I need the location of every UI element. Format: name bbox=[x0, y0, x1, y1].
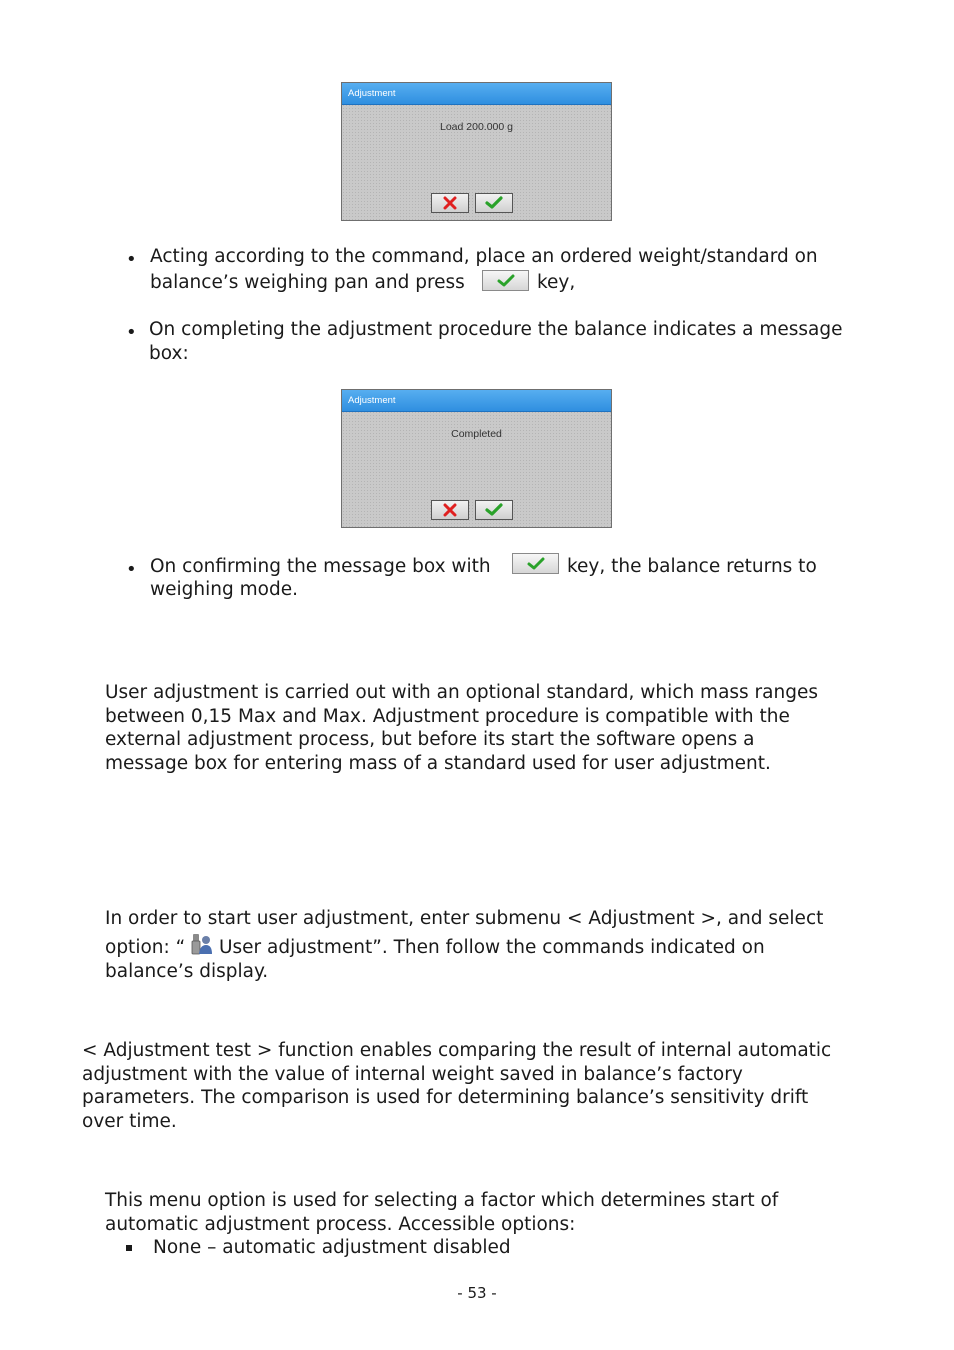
user-adjustment-paragraph bbox=[105, 681, 818, 775]
ok-button[interactable] bbox=[475, 500, 513, 520]
text-line: adjustment with the value of internal weight saved in balance’s factory bbox=[82, 1063, 743, 1085]
cancel-button[interactable] bbox=[431, 500, 469, 520]
text-line: parameters. The comparison is used for determining balance’s sensitivity drift bbox=[82, 1087, 809, 1108]
bullet1-line1: Acting according to the command, place an ordered weight/standard on bbox=[150, 246, 818, 267]
check-icon bbox=[496, 274, 516, 288]
check-icon bbox=[484, 503, 504, 517]
text-line: over time. bbox=[82, 1110, 177, 1132]
text-line: User adjustment is carried out with an optional standard, which mass ranges bbox=[105, 682, 818, 703]
ok-button[interactable] bbox=[475, 193, 513, 213]
dialog-title: Adjustment bbox=[342, 83, 611, 105]
auto-adjustment-paragraph bbox=[105, 1189, 778, 1236]
dialog-title: Adjustment bbox=[342, 390, 611, 412]
bullet3-line1-end: key, the balance returns to bbox=[567, 556, 817, 577]
adjustment-load-dialog bbox=[341, 82, 612, 221]
text-line: < Adjustment test > function enables comparing the result of internal automatic bbox=[82, 1040, 832, 1061]
bullet1-line2-end: key, bbox=[537, 272, 576, 293]
text-line: automatic adjustment process. Accessible options: bbox=[105, 1213, 576, 1235]
adjustment-completed-dialog bbox=[341, 389, 612, 528]
start-paragraph-line1: In order to start user adjustment, enter submenu < Adjustment >, and select bbox=[105, 908, 824, 929]
bullet3-line2: weighing mode. bbox=[150, 579, 298, 600]
bullet2-line1: On completing the adjustment procedure the balance indicates a message bbox=[149, 319, 843, 340]
start-paragraph-line2 bbox=[105, 932, 765, 960]
start-paragraph-line3: balance’s display. bbox=[105, 961, 269, 982]
dialog-message: Completed bbox=[451, 428, 502, 440]
text-line: message box for entering mass of a standard used for user adjustment. bbox=[105, 752, 771, 774]
cross-icon bbox=[442, 503, 458, 517]
dialog-message: Load 200.000 g bbox=[440, 121, 513, 133]
confirm-key-icon bbox=[482, 270, 529, 291]
check-icon bbox=[484, 196, 504, 210]
text-line: between 0,15 Max and Max. Adjustment procedure is compatible with the bbox=[105, 705, 790, 727]
check-icon bbox=[526, 557, 546, 571]
text-span: User adjustment”. Then follow the commands indicated on bbox=[218, 937, 765, 958]
option-none: None – automatic adjustment disabled bbox=[153, 1237, 511, 1258]
confirm-key-icon bbox=[512, 553, 559, 574]
text-span: option: “ bbox=[105, 937, 186, 958]
bullet2-line2: box: bbox=[149, 343, 189, 364]
cancel-button[interactable] bbox=[431, 193, 469, 213]
cross-icon bbox=[442, 196, 458, 210]
bullet3-line1-start: On confirming the message box with bbox=[150, 556, 491, 577]
text-line: This menu option is used for selecting a factor which determines start of bbox=[105, 1190, 779, 1211]
square-bullet-marker bbox=[126, 1245, 132, 1251]
bullet1-line2-start: balance’s weighing pan and press bbox=[150, 272, 465, 293]
bullet-marker: • bbox=[126, 322, 137, 343]
bullet-marker: • bbox=[126, 559, 137, 580]
adjustment-test-paragraph bbox=[82, 1039, 831, 1133]
bullet-marker: • bbox=[126, 249, 137, 270]
page-number: - 53 - bbox=[457, 1284, 497, 1302]
user-adjustment-icon bbox=[191, 932, 213, 956]
text-line: external adjustment process, but before its start the software opens a bbox=[105, 729, 755, 750]
